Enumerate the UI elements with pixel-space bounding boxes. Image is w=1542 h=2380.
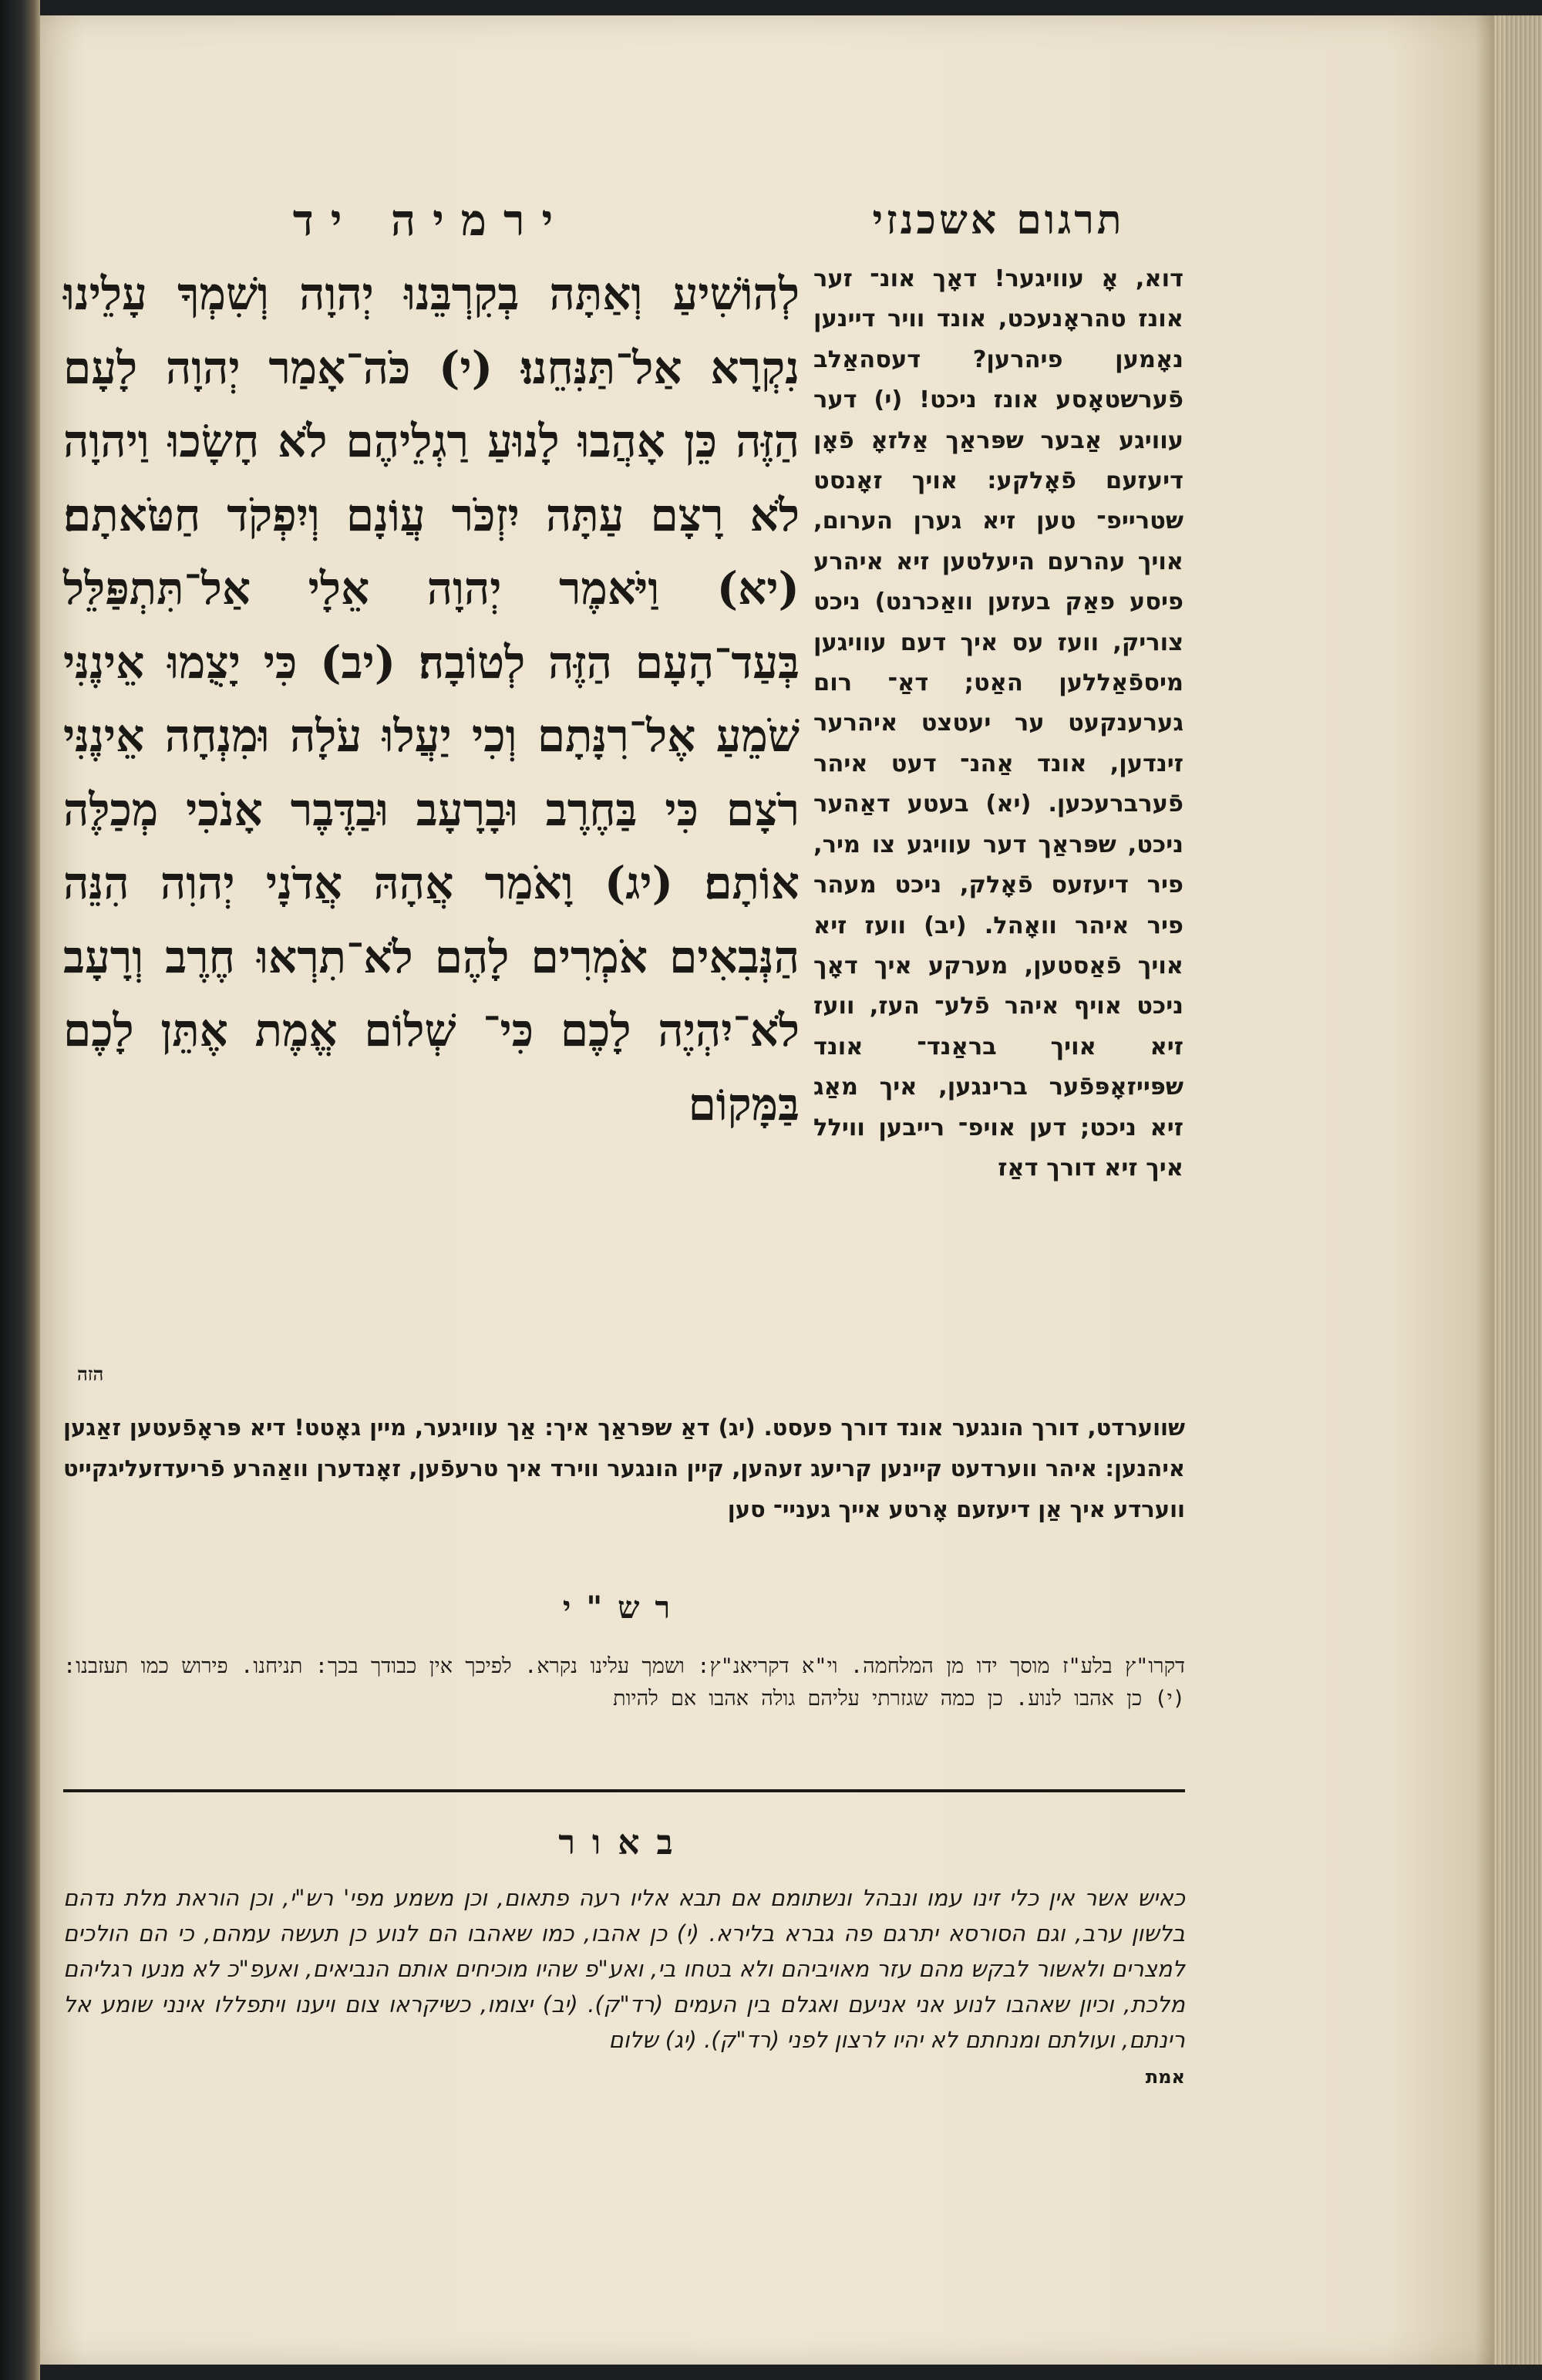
yiddish-column-text: דוא, אָ עוויגער! דאָך אונ־ זער אונז טהראָנעכט, אונד וויר דיינען נאָמען פיהרען? דעסהאַלב פֿערשטאָסע אונז ניכט! (י) דער עוויגע אַבער שפּראַך אַלזאָ פֿאָן דיעזעם פֿאָלקע: אויך זאָנסט שטרייפ־ טען זיא גערן הערום, אויך עהרעם היעלטען זיא איהרע פיסע פאַק בעזען וואַכרנט) ניכט צוריק, וועז עס איך דעם עוויגען מיספֿאַללען האַט; דאַ־ רום גערענקעט ער יעטצט איהרער זינדען, אונד אַהנ־ דעט איהר פֿערברעכען. (יא) בעטע דאַהער ניכט, שפּראַך דער עוויגע צו מיר, פיר דיעזעס פֿאָלק, ניכט מעהר פיר איהר וואָהל. (יב) וועז זיא אויך פֿאַסטען, מערקע איך דאָך ניכט אויף איהר פֿלע־ העז, וועז זיא אויך בראַנד־ אונד שפּייזאָפּפֿער ברינגען, איך מאַג זיא ניכט; דען אויפ־ רייבען ווילל איך זיא דורך דאַז	[813, 265, 1183, 1182]
yiddish-translation-column	[813, 193, 1183, 1388]
book-spine	[0, 0, 40, 2380]
yiddish-column-title: תרגום אשכנזי	[872, 197, 1125, 244]
biur-catchword: אמת	[1145, 2066, 1185, 2088]
biur-commentary-text: כאיש אשר אין כלי זינו עמו ונבהל ונשתומם אם תבא אליו רעה פתאום, וכן משמע מפי' רש"י, וכן הוראת מלת נדהם בלשון ערב, וגם הסורסא יתרגם פה גברא בלירא. (י) כן אהבו, כמו שאהבו הם לנוע כן תעשה עמהם, כי הם הולכים למצרים ולאשור לבקש מהם עזר מאויביהם ולא בטחו בי, ואע"פ שהיו מוכיחים אותם הנביאים, ואעפ"כ לא מנעו רגליהם מלכת, וכיון שאהבו לנוע אני אניעם ואגלם בין העמים (רד"ק). (יב) יצומו, כשיקראו צום ויענו ויתפללו אינני שומע אל רינתם, ועולתם ומנחתם לא יהיו לרצון לפני (רד"ק). (יג) שלום	[63, 1885, 1185, 2053]
hebrew-column-title: ירמיה יד	[292, 195, 571, 246]
rashi-commentary: דקרו"ץ בלע"ז מוסך ידו מן המלחמה. וי"א דקריאנ"ץ: ושמך עלינו נקרא. לפיכך אין כבודך בכך: תניחנו. פירוש כמו תעזבנו: (י) כן אהבו לנוע. כן כמה שגזרתי עליהם גולה אהבו אם להיות	[63, 1654, 1185, 1711]
page-gutter-shadow	[1476, 15, 1494, 2365]
hebrew-catchword: הזה	[77, 1363, 104, 1385]
page-edges	[1494, 15, 1542, 2365]
yiddish-continuation-text: שווערדט, דורך הונגער אונד דורך פעסט. (יג) דאַ שפּראַך איך: אַך עוויגער, מיין גאָטט! דיא פּראָפֿעטען זאַגען איהנען: איהר ווערדעט קיינען קריעג זעהען, קיין הונגער ווירד איך טרעפֿען, זאָנדערן וואַהרע פֿריעדזעליגקייט ווערדע איך אַן דיעזעם אָרטע אייך געניי־ סען	[63, 1414, 1185, 1522]
hebrew-column-text: לְהוֹשִׁיעַ וְאַתָּה בְקִרְבֵּנוּ יְהוָה וְשִׁמְךָ עָלֵינוּ נִקְרָא אַל־תַּנִּחֵנוּ׃ (י) כֹּה־אָמַר יְהוָה לָעָם הַזֶּה כֵּן אָהֲבוּ לָנוּעַ רַגְלֵיהֶם לֹא חָשָׂכוּ וַיהוָה לֹא רָצָם עַתָּה יִזְכֹּר עֲוֹנָם וְיִפְקֹד חַטֹּאתָם׃ (יא) וַיֹּאמֶר יְהוָה אֵלָי אַל־תִּתְפַּלֵּל בְּעַד־הָעָם הַזֶּה לְטוֹבָה׃ (יב) כִּי יָצֻמוּ אֵינֶנִּי שֹׁמֵעַ אֶל־רִנָּתָם וְכִי יַעֲלוּ עֹלָה וּמִנְחָה אֵינֶנִּי רֹצָם כִּי בַּחֶרֶב וּבָרָעָב וּבַדֶּבֶר אָנֹכִי מְכַלֶּה אוֹתָם׃ (יג) וָאֹמַר אֲהָהּ אֲדֹנָי יְהוִה הִנֵּה הַנְּבִאִים אֹמְרִים לָהֶם לֹא־תִרְאוּ חֶרֶב וְרָעָב לֹא־יִהְיֶה לָכֶם כִּי־ שְׁלוֹם אֱמֶת אֶתֵּן לָכֶם בַּמָּקוֹם	[63, 268, 800, 1131]
rashi-heading: רש"י	[562, 1589, 686, 1626]
biur-heading: באור	[558, 1823, 690, 1863]
section-divider	[63, 1789, 1185, 1792]
hebrew-text-column	[63, 193, 800, 1380]
biur-commentary	[63, 1880, 1185, 2135]
